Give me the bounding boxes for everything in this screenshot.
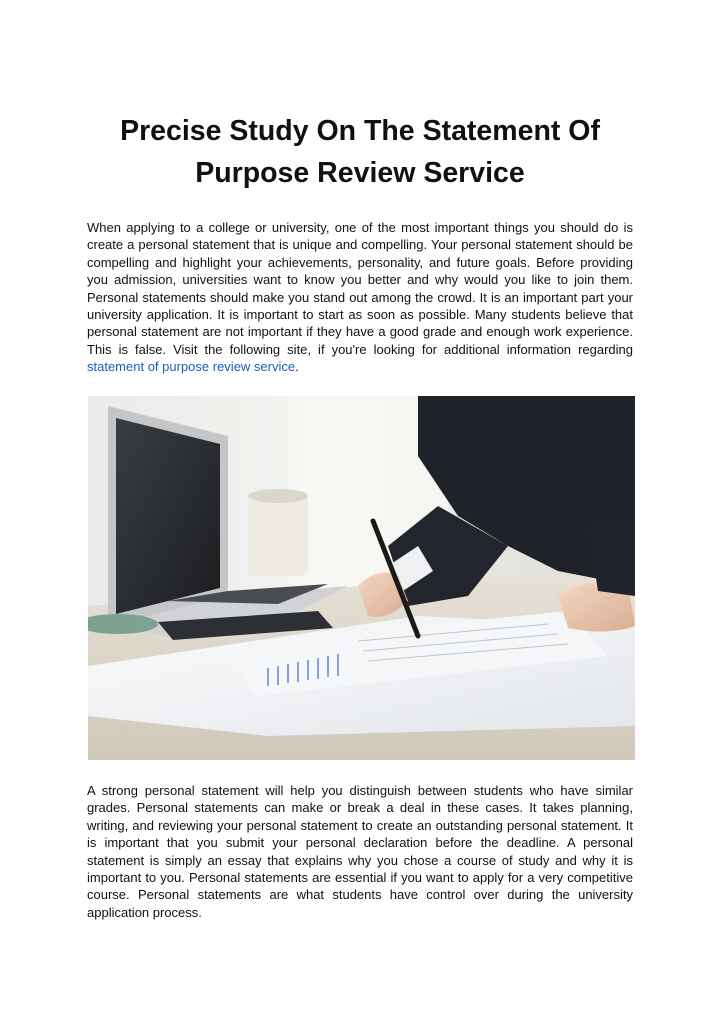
page-title: Precise Study On The Statement Of Purpose Review Service: [120, 115, 600, 189]
intro-paragraph-text: When applying to a college or university, one of the most important things you should do is create a personal statement that is unique and compelling. Your personal statement should be compelling and highlight your achievements, personality, and future goals. Before providing you admission, universities want to know you better and why would you like to join them. Personal statements should make you stand out among the crowd. It is an important part your university application. It is important to start as soon as possible. Many students believe that personal statement are not important if they have a good grade and enough work experience. This is false. Visit the following site, if you're looking for additional information regarding: [87, 220, 633, 357]
body-paragraph: A strong personal statement will help you distinguish between students who have similar grades. Personal statements can make or break a deal in these cases. It takes planning, writing, and reviewing your personal statement to create an outstanding personal statement. It is important that you submit your personal declaration before the deadline. A personal statement is simply an essay that explains why you chose a course of study and why it is important to you. Personal statements are essential if you want to apply for a very competitive course. Personal statements are what students have control over during the university application process.: [87, 783, 633, 920]
intro-paragraph-period: .: [295, 359, 299, 375]
sop-review-service-link[interactable]: statement of purpose review service: [87, 359, 296, 375]
intro-paragraph: [87, 219, 633, 376]
laptop-writing-photo: [88, 396, 635, 760]
